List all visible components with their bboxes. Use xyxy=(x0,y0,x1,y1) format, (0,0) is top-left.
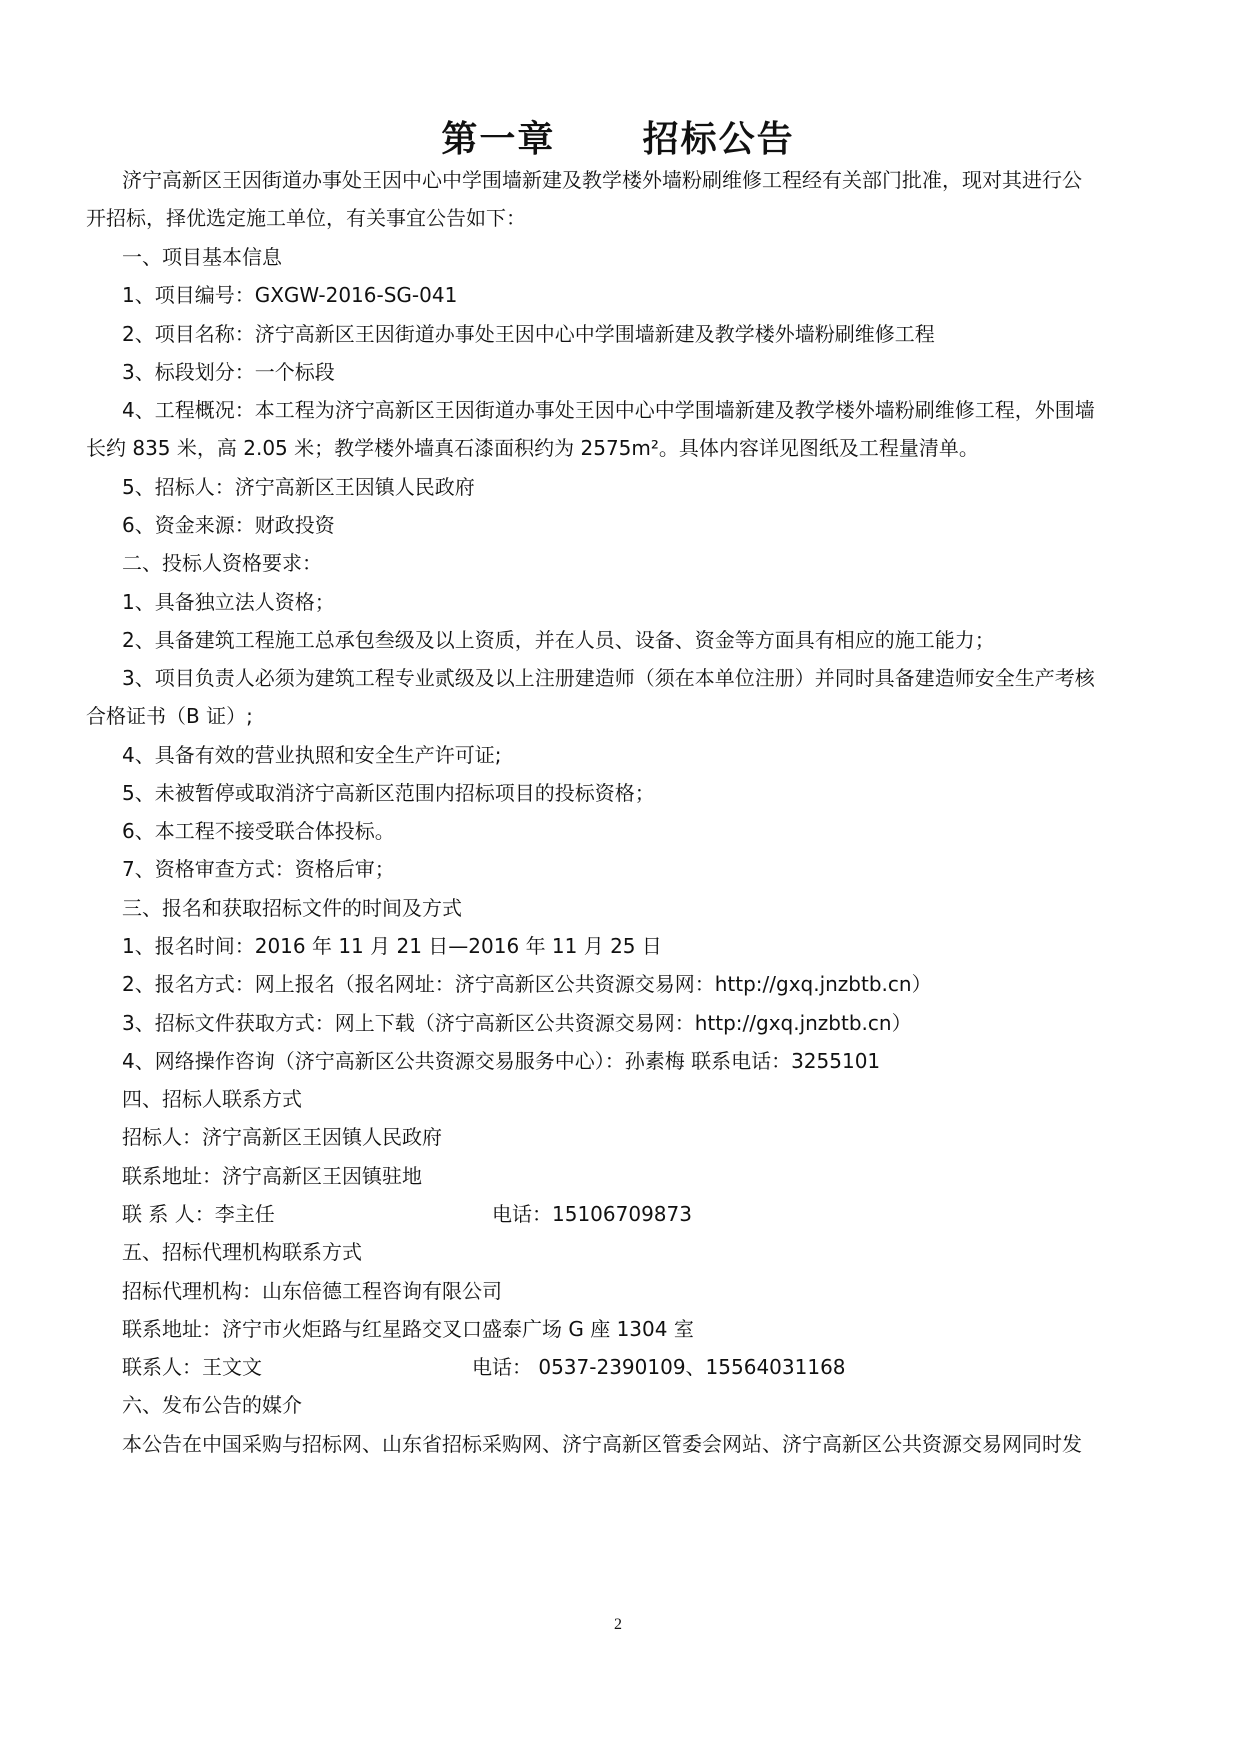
media-text: 本公告在中国采购与招标网、山东省招标采购网、济宁高新区管委会网站、济宁高新区公共资源交易网同时发 xyxy=(122,1432,1082,1456)
list-item: 5、招标人：济宁高新区王因镇人民政府 xyxy=(122,475,475,499)
tenderer-phone: 电话：15106709873 xyxy=(492,1202,692,1226)
list-item: 3、项目负责人必须为建筑工程专业贰级及以上注册建造师（须在本单位注册）并同时具备建造师安全生产考核 xyxy=(122,666,1095,690)
list-item: 4、工程概况：本工程为济宁高新区王因街道办事处王因中心中学围墙新建及教学楼外墙粉刷维修工程，外围墙 xyxy=(122,398,1095,422)
list-item: 6、本工程不接受联合体投标。 xyxy=(122,819,395,843)
section-heading: 三、报名和获取招标文件的时间及方式 xyxy=(122,896,462,920)
section-heading: 六、发布公告的媒介 xyxy=(122,1393,302,1417)
list-item: 2、报名方式：网上报名（报名网址：济宁高新区公共资源交易网：http://gxq.jnzbtb.cn） xyxy=(122,972,932,996)
list-item: 1、具备独立法人资格； xyxy=(122,590,335,614)
tenderer-address: 联系地址：济宁高新区王因镇驻地 xyxy=(122,1164,422,1188)
list-item: 1、项目编号：GXGW-2016-SG-041 xyxy=(122,283,458,307)
section-heading: 一、项目基本信息 xyxy=(122,245,282,269)
agency-name: 招标代理机构：山东倍德工程咨询有限公司 xyxy=(122,1279,502,1303)
list-item-continuation: 长约 835 米，高 2.05 米；教学楼外墙真石漆面积约为 2575m²。具体内容详见图纸及工程量清单。 xyxy=(86,436,979,460)
list-item: 4、网络操作咨询（济宁高新区公共资源交易服务中心）：孙素梅 联系电话：3255101 xyxy=(122,1049,881,1073)
agency-address: 联系地址：济宁市火炬路与红星路交叉口盛泰广场 G 座 1304 室 xyxy=(122,1317,694,1341)
list-item: 3、标段划分：一个标段 xyxy=(122,360,335,384)
section-heading: 二、投标人资格要求： xyxy=(122,551,322,575)
list-item: 7、资格审查方式：资格后审； xyxy=(122,857,395,881)
list-item: 2、项目名称：济宁高新区王因街道办事处王因中心中学围墙新建及教学楼外墙粉刷维修工程 xyxy=(122,322,935,346)
agency-phone: 电话： 0537-2390109、15564031168 xyxy=(472,1355,846,1379)
page-title: 第一章 招标公告 xyxy=(441,119,795,160)
page-number: 2 xyxy=(614,1616,622,1633)
section-heading: 五、招标代理机构联系方式 xyxy=(122,1240,362,1264)
list-item: 1、报名时间：2016 年 11 月 21 日—2016 年 11 月 25 日 xyxy=(122,934,662,958)
section-heading: 四、招标人联系方式 xyxy=(122,1087,302,1111)
intro-line: 济宁高新区王因街道办事处王因中心中学围墙新建及教学楼外墙粉刷维修工程经有关部门批准，现对其进行公 xyxy=(122,168,1082,192)
tenderer-name: 招标人：济宁高新区王因镇人民政府 xyxy=(122,1125,442,1149)
list-item: 4、具备有效的营业执照和安全生产许可证; xyxy=(122,743,502,767)
agency-contact: 联系人：王文文 xyxy=(122,1355,262,1379)
list-item-continuation: 合格证书（B 证）; xyxy=(86,704,253,728)
list-item: 3、招标文件获取方式：网上下载（济宁高新区公共资源交易网：http://gxq.jnzbtb.cn） xyxy=(122,1011,912,1035)
list-item: 2、具备建筑工程施工总承包叁级及以上资质，并在人员、设备、资金等方面具有相应的施工能力； xyxy=(122,628,995,652)
tenderer-contact: 联 系 人：李主任 xyxy=(122,1202,275,1226)
list-item: 5、未被暂停或取消济宁高新区范围内招标项目的投标资格； xyxy=(122,781,655,805)
intro-line: 开招标，择优选定施工单位，有关事宜公告如下： xyxy=(86,206,526,230)
list-item: 6、资金来源：财政投资 xyxy=(122,513,335,537)
